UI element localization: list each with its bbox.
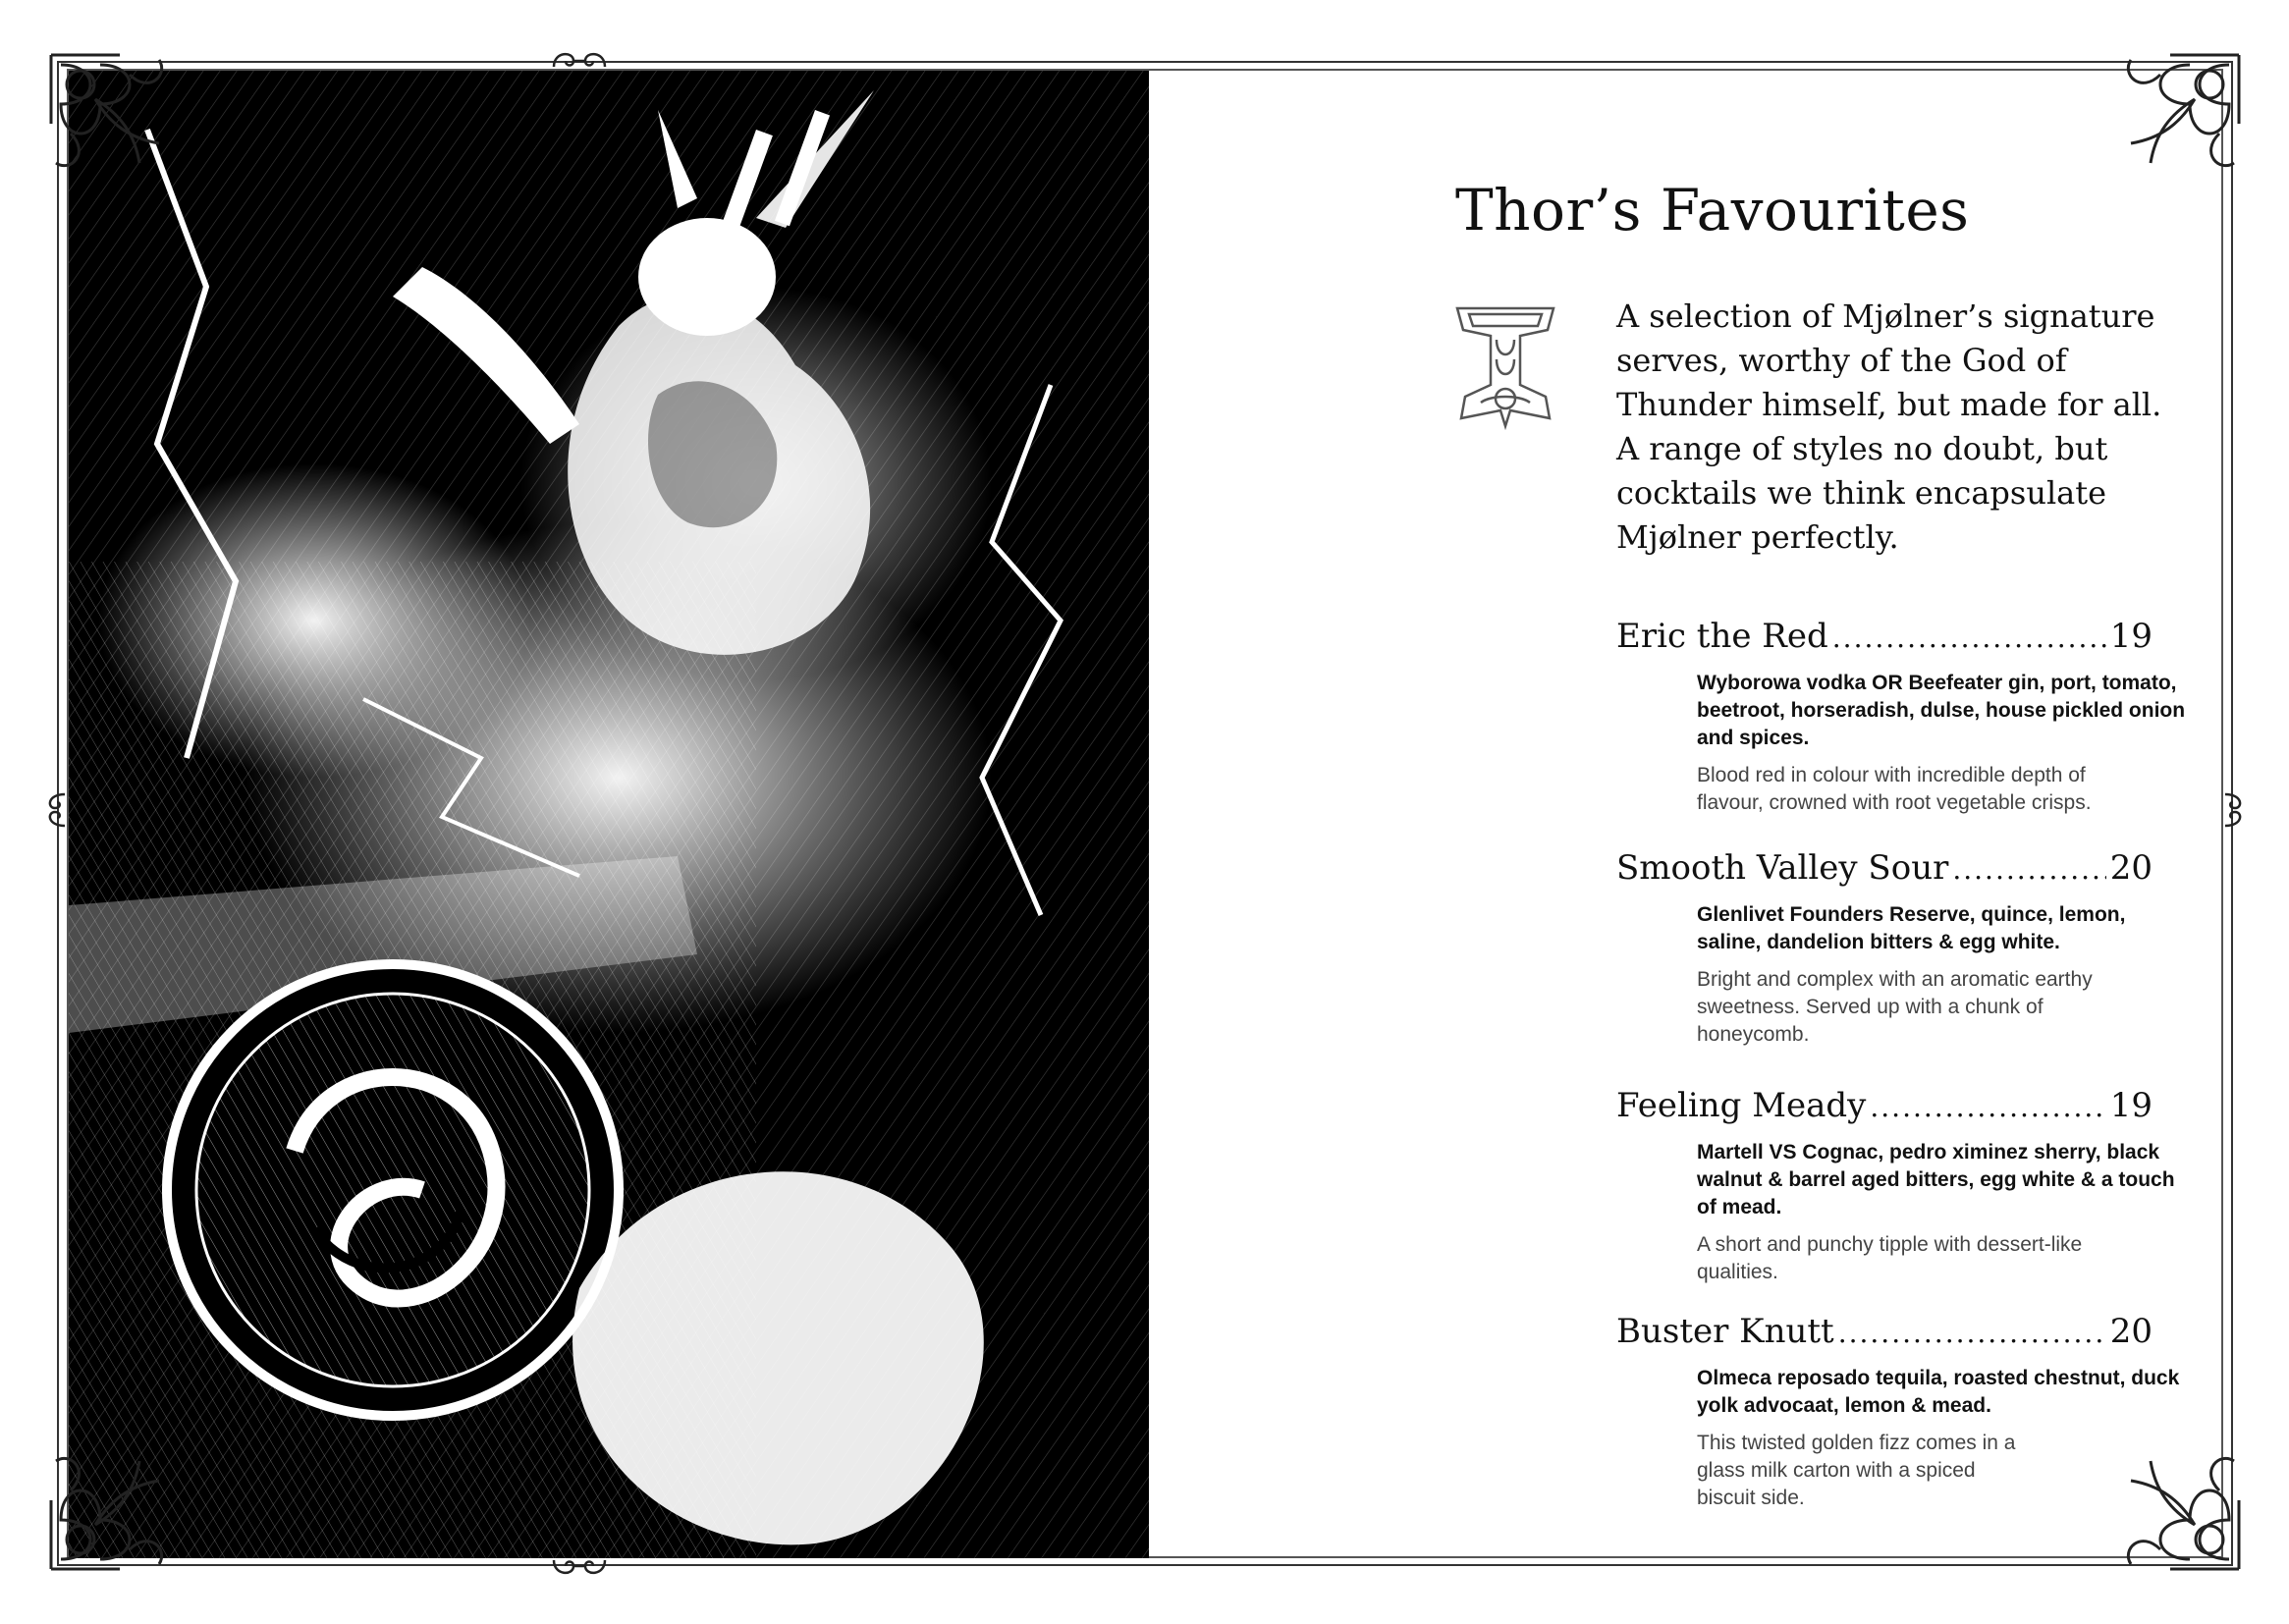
- menu-item-buster-knutt: [1616, 1312, 2206, 1512]
- menu-item-feeling-meady: [1616, 1086, 2206, 1286]
- item-price: 19: [2109, 617, 2153, 656]
- menu-item-smooth-valley-sour: [1616, 848, 2206, 1049]
- item-description: This twisted golden fizz comes in a glass milk carton with a spiced biscuit side.: [1697, 1432, 2016, 1509]
- leader-dots: [1832, 622, 2106, 654]
- celtic-knot-corner-icon: [2101, 45, 2249, 192]
- scroll-ornament-icon: [2217, 790, 2253, 830]
- page-title: Thor’s Favourites: [1455, 177, 1970, 244]
- item-name: Feeling Meady: [1616, 1086, 1867, 1125]
- item-name: Smooth Valley Sour: [1616, 848, 1949, 888]
- item-name: Buster Knutt: [1616, 1312, 1834, 1351]
- item-price: 20: [2109, 1312, 2153, 1351]
- leader-dots: [1838, 1317, 2106, 1349]
- celtic-knot-corner-icon: [41, 45, 189, 192]
- item-ingredients: Olmeca reposado tequila, roasted chestnut, duck yolk advocaat, lemon & mead.: [1697, 1367, 2180, 1417]
- item-description: Bright and complex with an aromatic earthy sweetness. Served up with a chunk of honeycomb.: [1697, 968, 2093, 1046]
- mjolnir-hammer-icon: [1451, 300, 1559, 430]
- menu-item-eric-the-red: [1616, 617, 2206, 817]
- leader-dots: [1870, 1091, 2105, 1123]
- scroll-ornament-icon: [550, 1552, 609, 1582]
- item-ingredients: Martell VS Cognac, pedro ximinez sherry, black walnut & barrel aged bitters, egg white & a touch of mead.: [1697, 1141, 2175, 1218]
- item-price: 19: [2109, 1086, 2153, 1125]
- item-description: Blood red in colour with incredible depth of flavour, crowned with root vegetable crisps.: [1697, 764, 2092, 814]
- item-ingredients: Wyborowa vodka OR Beefeater gin, port, tomato, beetroot, horseradish, dulse, house pickled onion and spices.: [1697, 672, 2186, 749]
- leader-dots: [1952, 853, 2105, 886]
- celtic-knot-corner-icon: [41, 1432, 189, 1579]
- item-name: Eric the Red: [1616, 617, 1828, 656]
- thor-illustration: [69, 71, 1149, 1558]
- item-description: A short and punchy tipple with dessert-like qualities.: [1697, 1233, 2083, 1283]
- intro-text: A selection of Mjølner’s signature serves, worthy of the God of Thunder himself, but made for all. A range of styles no doubt, but cocktails we think encapsulate Mjølner perfectly.: [1616, 298, 2162, 556]
- item-price: 20: [2109, 848, 2153, 888]
- scroll-ornament-icon: [37, 790, 73, 830]
- item-ingredients: Glenlivet Founders Reserve, quince, lemon, saline, dandelion bitters & egg white.: [1697, 903, 2126, 953]
- scroll-ornament-icon: [550, 45, 609, 75]
